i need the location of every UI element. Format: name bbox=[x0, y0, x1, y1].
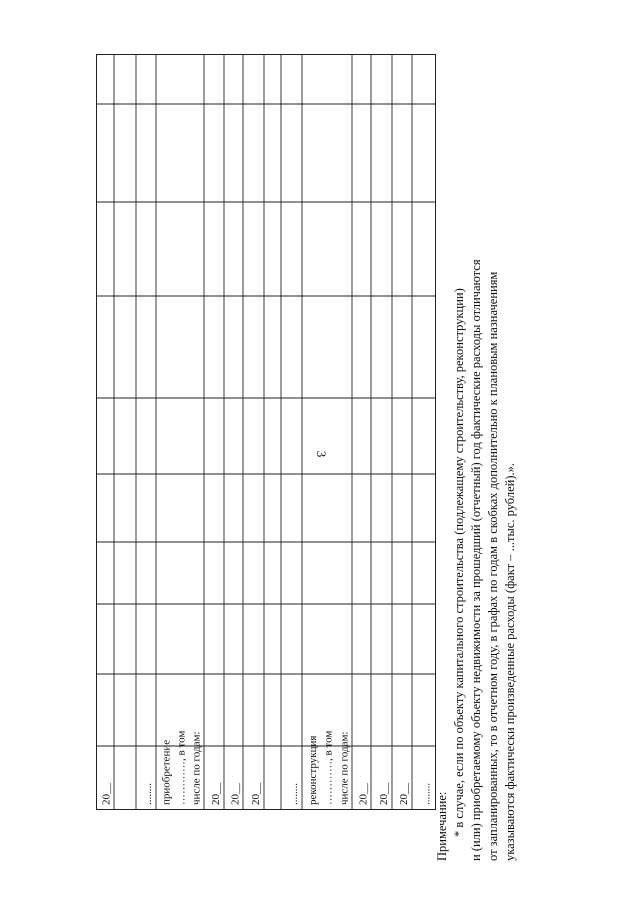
row-label: числе по годам: bbox=[190, 731, 203, 805]
page-number: 3 bbox=[314, 450, 329, 458]
row-label: …………, в том bbox=[175, 730, 188, 805]
row-label: ........ bbox=[420, 783, 433, 805]
row-label: реконструкция bbox=[307, 735, 320, 805]
row-label: 20__ bbox=[249, 783, 262, 805]
row-label: 20__ bbox=[398, 783, 410, 805]
table-grid bbox=[96, 54, 436, 810]
row-label: числе по годам: bbox=[338, 731, 351, 805]
note-line: указываются фактически произведенные расходы (факт – ...тыс. рублей).». bbox=[503, 463, 517, 861]
note-line: * в случае, если по объекту капитального строительства (подлежащему строительству, реконструкции) bbox=[452, 288, 466, 837]
row-label: 20__ bbox=[210, 783, 222, 805]
note-line: и (или) приобретаемому объекту недвижимости за прошедший (отчетный) год фактические расходы отличаются bbox=[469, 259, 483, 861]
table-labels bbox=[101, 731, 433, 805]
note-block bbox=[435, 259, 517, 861]
row-label: 20__ bbox=[100, 783, 113, 805]
row-label: 20__ bbox=[229, 783, 242, 805]
row-label: ........ bbox=[287, 783, 300, 805]
capital-investment-table bbox=[96, 54, 536, 864]
table-border bbox=[97, 55, 436, 810]
row-label: 20__ bbox=[377, 783, 390, 805]
row-label: 20__ bbox=[357, 783, 370, 805]
row-label: приобретение bbox=[160, 739, 173, 805]
note-heading: Примечание: bbox=[435, 791, 449, 861]
row-label: …………, в том bbox=[322, 730, 335, 805]
note-line: от запланированных, то в отчетном году, в графах по годам в скобках дополнительно к плановым назначениям bbox=[486, 271, 500, 861]
row-label: ........ bbox=[142, 783, 154, 805]
document-svg bbox=[96, 54, 536, 864]
